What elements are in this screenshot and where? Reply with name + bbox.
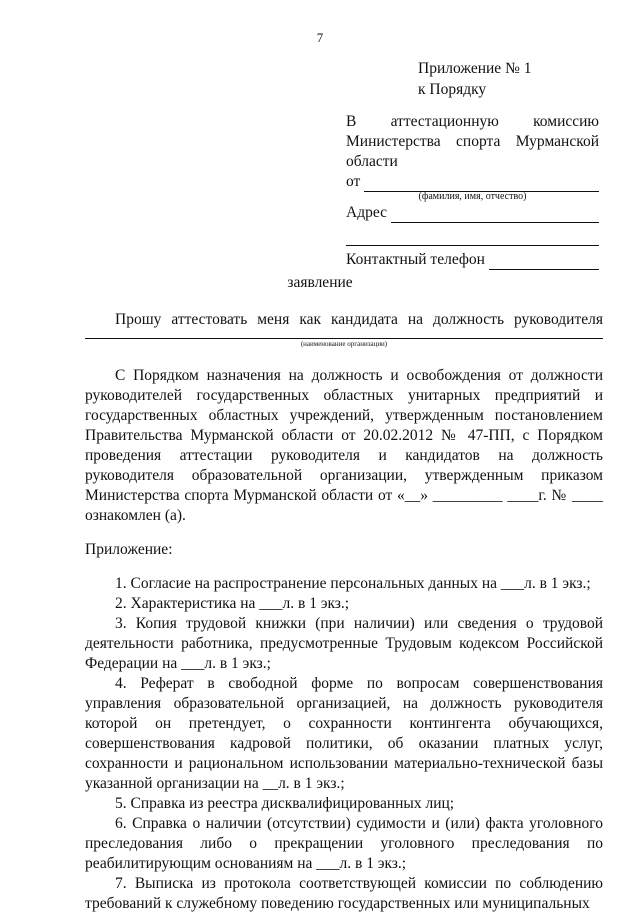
attachment-item-4: 4. Реферат в свободной форме по вопросам совершенствования управления образовательной организацией, на должность руководителя которой он претендует, о сохранности контингента обучающихся, совершенствования кадровой политики, об оказании платных услуг, сохранности и рациональном использовании материально-технической базы указанной организации на __л. в 1 экз.; xyxy=(85,675,603,792)
document-body xyxy=(85,366,603,914)
statement-paragraph: С Порядком назначения на должность и освобождения от должности руководителей государственных областных унитарных предприятий и государственных областных учреждений, утвержденным постановлением Правительства Мурманской области от 20.02.2012 № 47-ПП, с Порядком проведения аттестации руководителя и кандидатов на должность руководителя образовательной организации, утвержденным приказом Министерства спорта Мурманской области от «__» _________ ____г. № ____ ознакомлен (а). xyxy=(85,367,603,524)
attachment-item-2: 2. Характеристика на ___л. в 1 экз.; xyxy=(115,595,350,612)
attachments-heading: Приложение: xyxy=(85,541,173,558)
from-label: от xyxy=(346,173,361,190)
from-field[interactable] xyxy=(364,177,599,192)
attachment-item-3: 3. Копия трудовой книжки (при наличии) или сведения о трудовой деятельности работника, предусмотренные Трудовым кодексом Российской Федерации на ___л. в 1 экз.; xyxy=(85,615,603,672)
appendix-number: Приложение № 1 xyxy=(418,60,532,77)
address-label: Адрес xyxy=(346,204,387,221)
address-field[interactable] xyxy=(391,208,599,223)
addressee-line-1: В аттестационную комиссию xyxy=(346,113,599,130)
addressee-line-3: области xyxy=(346,153,398,170)
organization-note: (наименование организации) xyxy=(300,340,388,348)
organization-field[interactable] xyxy=(85,338,603,339)
addressee-line-2: Министерства спорта Мурманской xyxy=(346,133,599,150)
request-block xyxy=(85,310,603,348)
from-row xyxy=(346,172,599,192)
appendix-reference xyxy=(418,58,531,100)
addressee-block xyxy=(346,112,599,270)
attachment-item-1: 1. Согласие на распространение персональных данных на ___л. в 1 экз.; xyxy=(115,575,591,592)
phone-row xyxy=(346,250,599,270)
document-title: заявление xyxy=(287,274,353,291)
request-text: Прошу аттестовать меня как кандидата на должность руководителя xyxy=(115,311,603,328)
phone-field[interactable] xyxy=(489,255,599,270)
attachment-item-7: 7. Выписка из протокола соответствующей комиссии по соблюдению требований к служебному поведению государственных или муниципальных xyxy=(85,875,603,912)
from-note: (фамилия, имя, отчество) xyxy=(418,191,527,202)
address-field-line-2[interactable] xyxy=(346,233,599,246)
address-row xyxy=(346,203,599,223)
appendix-to-procedure: к Порядку xyxy=(418,81,487,98)
page-number: 7 xyxy=(316,30,324,45)
phone-label: Контактный телефон xyxy=(346,251,485,268)
attachment-item-5: 5. Справка из реестра дисквалифицированных лиц; xyxy=(115,795,455,812)
attachment-item-6: 6. Справка о наличии (отсутствии) судимости и (или) факта уголовного преследования либо о прекращении уголовного преследования по реабилитирующим основаниям на ___л. в 1 экз.; xyxy=(85,815,603,872)
